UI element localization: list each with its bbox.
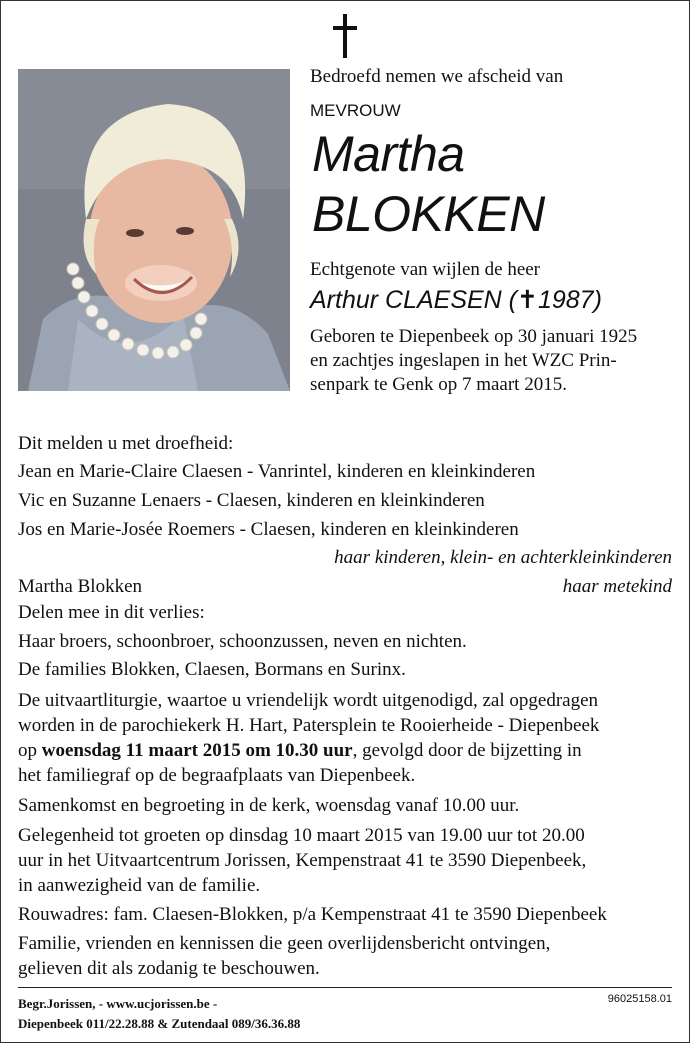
reference-number: 96025158.01 (607, 993, 672, 1005)
intro-text: Bedroefd nemen we afscheid van (310, 66, 564, 87)
closing-line-2: gelieven dit als zodanig te beschouwen. (18, 958, 320, 979)
funeral-line-3-pre: op (18, 740, 42, 761)
announcer-line-1: Jean en Marie-Claire Claesen - Vanrintel, kinderen en kleinkinderen (18, 461, 536, 482)
gathering-text: Samenkomst en begroeting in de kerk, woensdag vanaf 10.00 uur. (18, 795, 520, 816)
announcer-line-3: Jos en Marie-Josée Roemers - Claesen, kinderen en kleinkinderen (18, 519, 519, 540)
birth-line-3: senpark te Genk op 7 maart 2015. (310, 374, 567, 395)
godchild-role: haar metekind (562, 576, 672, 597)
share-line-2: De families Blokken, Claesen, Bormans en Surinx. (18, 659, 406, 680)
mourning-address: Rouwadres: fam. Claesen-Blokken, p/a Kempenstraat 41 te 3590 Diepenbeek (18, 904, 607, 925)
funeral-line-4: het familiegraf op de begraafplaats van Diepenbeek. (18, 765, 416, 786)
announcer-line-2: Vic en Suzanne Lenaers - Claesen, kinderen en kleinkinderen (18, 490, 485, 511)
share-intro: Delen mee in dit verlies: (18, 602, 205, 623)
title-prefix: MEVROUW (310, 101, 401, 120)
spouse-intro: Echtgenote van wijlen de heer (310, 259, 541, 280)
announcers-intro: Dit melden u met droefheid: (18, 433, 234, 454)
birth-line-1: Geboren te Diepenbeek op 30 januari 1925 (310, 326, 638, 347)
grandchildren-line: haar kinderen, klein- en achterkleinkinderen (334, 547, 672, 568)
share-line-1: Haar broers, schoonbroer, schoonzussen, neven en nichten. (18, 631, 467, 652)
funeral-date-time: woensdag 11 maart 2015 om 10.30 uur (41, 740, 353, 761)
birth-line-2: en zachtjes ingeslapen in het WZC Prin- (310, 350, 617, 371)
godchild-name: Martha Blokken (18, 576, 143, 597)
cross-icon (331, 14, 359, 58)
visitation-line-1: Gelegenheid tot groeten op dinsdag 10 maart 2015 van 19.00 uur tot 20.00 (18, 825, 585, 846)
visitation-line-2: uur in het Uitvaartcentrum Jorissen, Kempenstraat 41 te 3590 Diepenbeek, (18, 850, 587, 871)
portrait-illustration (18, 69, 290, 391)
footer-divider (18, 987, 672, 988)
funeral-line-3 (18, 739, 582, 763)
visitation-line-3: in aanwezigheid van de familie. (18, 875, 261, 896)
footer-line-2: Diepenbeek 011/22.28.88 & Zutendaal 089/36.36.88 (18, 1016, 301, 1031)
funeral-line-2: worden in de parochiekerk H. Hart, Patersplein te Rooierheide - Diepenbeek (18, 715, 600, 736)
closing-line-1: Familie, vrienden en kennissen die geen overlijdensbericht ontvingen, (18, 933, 551, 954)
spouse-name: Arthur CLAESEN (✝1987) (310, 286, 602, 314)
frame-left-border (0, 0, 1, 1043)
funeral-line-3-post: , gevolgd door de bijzetting in (352, 740, 582, 761)
first-name: Martha (312, 126, 465, 182)
funeral-line-1: De uitvaartliturgie, waartoe u vriendelijk wordt uitgenodigd, zal opgedragen (18, 690, 599, 711)
last-name: BLOKKEN (312, 186, 545, 242)
footer-line-1: Begr.Jorissen, - www.ucjorissen.be - (18, 996, 218, 1011)
frame-top-border (0, 0, 690, 1)
portrait-photo (18, 69, 290, 391)
